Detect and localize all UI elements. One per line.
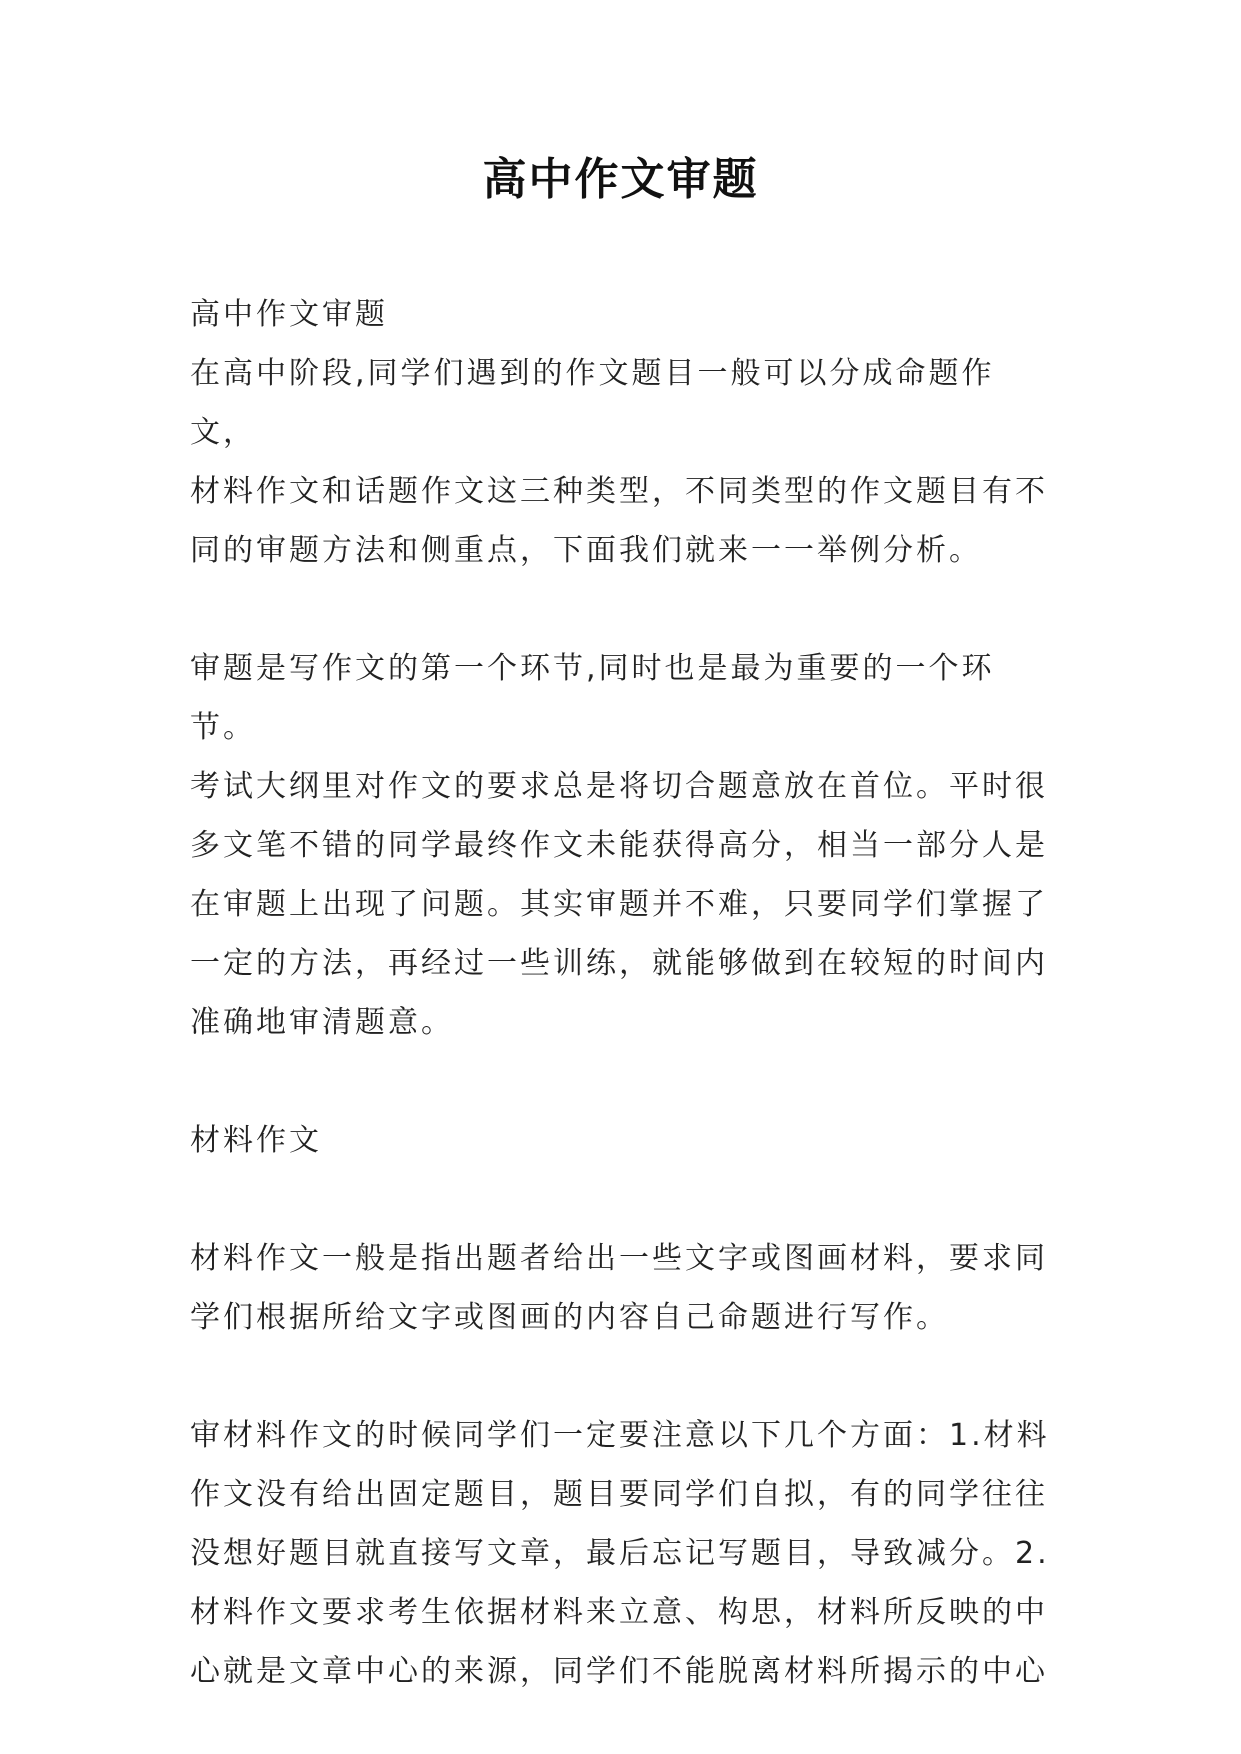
paragraph-heading: 高中作文审题 (190, 297, 388, 332)
document-body (190, 285, 1060, 1701)
document-title: 高中作文审题 (482, 154, 759, 205)
paragraph-material-definition: 材料作文一般是指出题者给出一些文字或图画材料，要求同 学们根据所给文字或图画的内容自己命题进行写作。 (190, 1241, 1048, 1335)
paragraph-importance: 审题是写作文的第一个环节,同时也是最为重要的一个环节。 考试大纲里对作文的要求总是将切合题意放在首位。平时很 多文笔不错的同学最终作文未能获得高分，相当一部分人是 在审题上出现了问题。其实审题并不难，只要同学们掌握了 一定的方法，再经过一些训练，就能够做到在较短的时间内 准确地审清题意。 (190, 651, 1048, 1040)
paragraph-material-points: 审材料作文的时候同学们一定要注意以下几个方面：1.材料 作文没有给出固定题目，题目要同学们自拟，有的同学往往 没想好题目就直接写文章，最后忘记写题目，导致减分。2. 材料作文要求考生依据材料来立意、构思，材料所反映的中 心就是文章中心的来源，同学们不能脱离材料所揭示的中心 (190, 1418, 1050, 1689)
paragraph-intro: 在高中阶段,同学们遇到的作文题目一般可以分成命题作文， 材料作文和话题作文这三种类型，不同类型的作文题目有不 同的审题方法和侧重点，下面我们就来一一举例分析。 (190, 356, 1048, 568)
section-heading-material: 材料作文 (190, 1123, 322, 1158)
